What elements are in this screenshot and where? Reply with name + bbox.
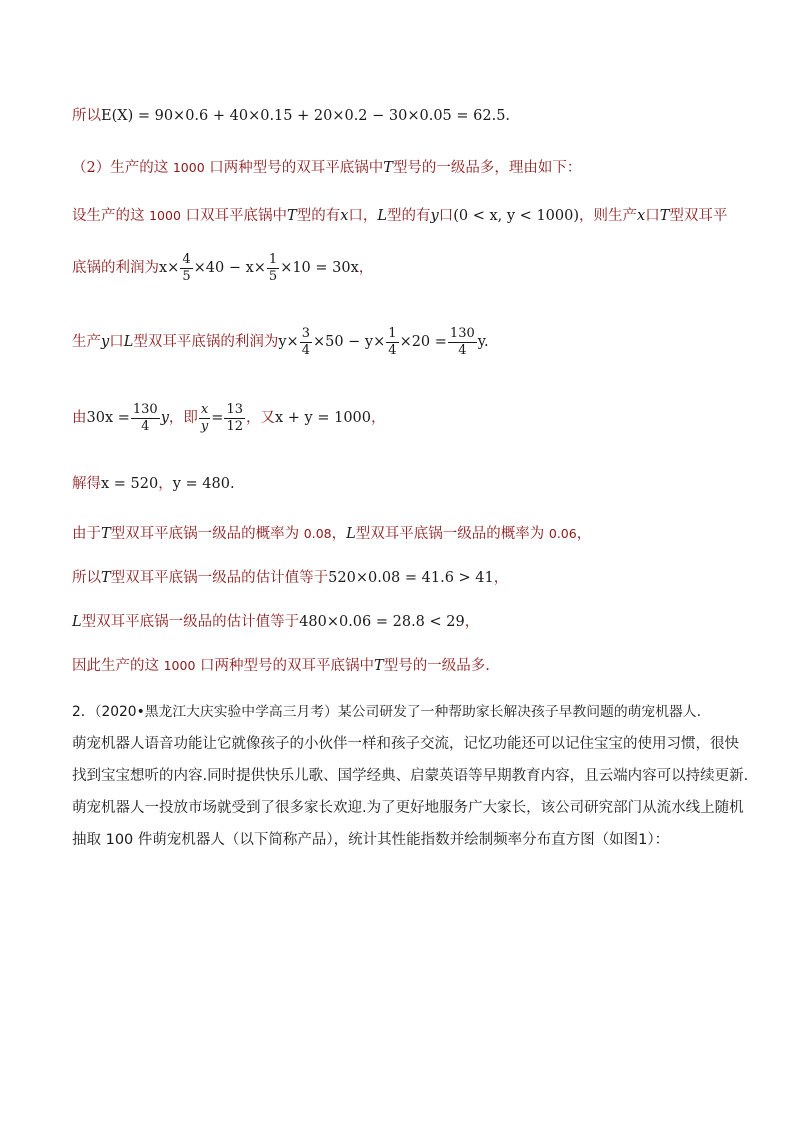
formula-part: y×: [278, 334, 299, 350]
numerator: 3: [301, 325, 310, 341]
formula-part: 30x =: [86, 410, 130, 426]
denominator: 5: [182, 268, 191, 284]
text: ，: [464, 614, 480, 630]
fraction: [180, 252, 192, 285]
formula-part: ×40 − x×: [193, 260, 266, 276]
text: 口: [645, 208, 660, 224]
text: 型双耳平底锅一级品的估计值等于: [110, 570, 329, 586]
text: ，又: [245, 410, 275, 426]
probability-line: [72, 524, 591, 544]
var-L: L: [377, 208, 388, 224]
formula-part: 520×0.08 = 41.6 > 41: [328, 570, 494, 586]
text: 口: [109, 334, 124, 350]
expectation-line: [72, 106, 510, 126]
denominator: 4: [301, 342, 310, 358]
formula-part: ×20 =: [399, 334, 447, 350]
formula-part: x + y = 1000: [274, 410, 371, 426]
profit-T-line: [72, 248, 373, 288]
number: 1000: [172, 160, 205, 175]
text: 所以: [72, 570, 101, 586]
profit-L-line: [72, 322, 489, 362]
conclusion-line: [72, 656, 490, 676]
text: ，则生产: [579, 208, 637, 224]
numerator: 4: [182, 251, 191, 267]
text: 型双耳平底锅一级品的估计值等于: [81, 614, 300, 630]
text: 设生产的这: [72, 208, 150, 224]
text: 型双耳平底锅一级品的概率为: [110, 526, 304, 542]
var-T: T: [659, 208, 670, 224]
text: 口，: [348, 208, 378, 224]
var-T: T: [287, 208, 297, 224]
fraction: [224, 402, 245, 435]
text: ，: [371, 410, 386, 426]
text: 口双耳平底锅中: [180, 208, 288, 224]
number: 1000: [149, 208, 181, 223]
numerator: x: [199, 402, 210, 419]
text: （2）生产的这: [72, 160, 173, 176]
question-2-line-2: 萌宠机器人语音功能让它就像孩子的小伙伴一样和孩子交流，记忆功能还可以记住宝宝的使用习惯，很快: [72, 736, 739, 752]
numerator: 1: [388, 325, 397, 341]
formula-part: x = 520: [101, 476, 159, 492]
numerator: 130: [449, 325, 475, 341]
fraction: [199, 402, 210, 435]
text: 型双耳平底锅一级品的概率为: [355, 526, 549, 542]
ratio-line: [72, 398, 386, 438]
formula-part: x×: [159, 260, 180, 276]
formula-part: ×50 − y×: [312, 334, 386, 350]
fraction: [448, 326, 477, 359]
var-T: T: [374, 658, 384, 674]
var-y: y: [430, 208, 439, 224]
var-x: x: [340, 208, 349, 224]
estimate-L-line: [72, 612, 479, 632]
denominator: 4: [141, 418, 150, 434]
formula-part: y.: [477, 334, 489, 350]
var-T: T: [383, 160, 393, 176]
denominator: 4: [388, 342, 397, 358]
fraction: [300, 326, 312, 359]
var-T: T: [101, 526, 111, 542]
range-formula: (0 < x, y < 1000): [453, 208, 579, 224]
var-L: L: [346, 526, 356, 542]
var-y: y: [160, 410, 169, 426]
numerator: 130: [132, 401, 158, 417]
text: 解得: [72, 476, 101, 492]
text: .: [229, 476, 235, 492]
expectation-formula: E(X) = 90×0.6 + 40×0.15 + 20×0.2 − 30×0.05 = 62.5.: [101, 108, 511, 124]
text: ，: [358, 260, 374, 276]
formula-part: =: [211, 410, 224, 426]
setup-line: [72, 206, 727, 226]
text: ，: [331, 526, 347, 542]
text: ，: [158, 476, 173, 492]
text: 由于: [72, 526, 101, 542]
text: ，即: [168, 410, 198, 426]
text: 所以: [72, 108, 101, 124]
text: 口两种型号的双耳平底锅中: [204, 160, 384, 176]
var-y: y: [101, 334, 110, 350]
var-L: L: [123, 334, 134, 350]
text: 型的有: [296, 208, 341, 224]
text: 型的有: [387, 208, 431, 224]
number: 0.08: [303, 526, 332, 541]
var-T: T: [101, 570, 111, 586]
numerator: 13: [226, 401, 243, 417]
formula-part: ×10 = 30x: [280, 260, 359, 276]
solution-line: [72, 474, 235, 494]
var-x: x: [637, 208, 646, 224]
denominator: y: [200, 418, 209, 434]
formula-part: 480×0.06 = 28.8 < 29: [299, 614, 465, 630]
text: ，: [576, 526, 592, 542]
number: 1000: [163, 658, 196, 673]
denominator: 4: [458, 342, 467, 358]
fraction: [386, 326, 398, 359]
text: 口两种型号的双耳平底锅中: [195, 658, 375, 674]
question-2-line-1: 2．（2020•黑龙江大庆实验中学高三月考）某公司研发了一种帮助家长解决孩子早教问题的萌宠机器人.: [72, 704, 701, 720]
part2-heading: [72, 158, 581, 178]
question-2-line-4: 萌宠机器人一投放市场就受到了很多家长欢迎.为了更好地服务广大家长，该公司研究部门从流水线上随机: [72, 800, 744, 816]
numerator: 1: [268, 251, 278, 267]
text: 生产: [72, 334, 101, 350]
text: 底锅的利润为: [72, 260, 159, 276]
denominator: 12: [226, 418, 243, 434]
fraction: [131, 402, 160, 435]
text: 型号的一级品多.: [383, 658, 490, 674]
text: 由: [72, 410, 87, 426]
question-2-line-3: 找到宝宝想听的内容.同时提供快乐儿歌、国学经典、启蒙英语等早期教育内容，且云端内容可以持续更新.: [72, 768, 749, 784]
number: 0.06: [548, 526, 577, 541]
fraction: [267, 252, 279, 285]
text: 口: [438, 208, 454, 224]
var-L: L: [72, 614, 82, 630]
text: ，: [493, 570, 509, 586]
denominator: 5: [268, 268, 278, 284]
text: 型双耳平底锅的利润为: [133, 334, 279, 350]
formula-part: y = 480: [172, 476, 230, 492]
text: 型双耳平: [669, 208, 728, 224]
estimate-T-line: [72, 568, 508, 588]
text: 因此生产的这: [72, 658, 164, 674]
text: 型号的一级品多，理由如下：: [392, 160, 582, 176]
question-2-line-5: 抽取 100 件萌宠机器人（以下简称产品），统计其性能指数并绘制频率分布直方图（如图1）：: [72, 832, 670, 848]
